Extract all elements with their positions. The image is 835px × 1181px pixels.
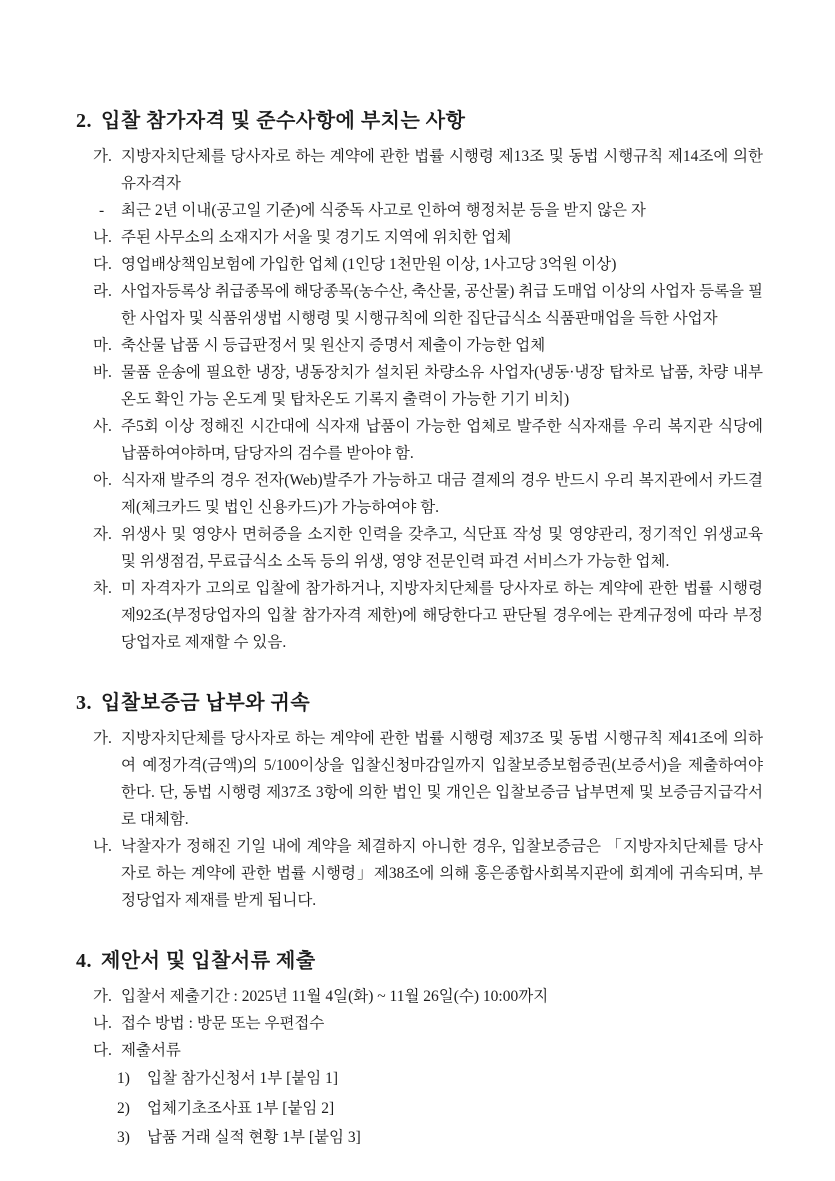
item-label: 나. <box>93 229 112 246</box>
list-item-dash <box>76 197 763 224</box>
item-label: 아. <box>93 472 112 489</box>
item-label: 마. <box>93 337 112 354</box>
section-bid-deposit <box>76 690 763 914</box>
item-text: 위생사 및 영양사 면허증을 소지한 인력을 갖추고, 식단표 작성 및 영양관리, 정기적인 위생교육 및 위생점검, 무료급식소 소독 등의 위생, 영양 전문인력 파견 서비스가 가능한 업체. <box>121 526 763 570</box>
item-text: 낙찰자가 정해진 기일 내에 계약을 체결하지 아니한 경우, 입찰보증금은 「지방자치단체를 당사자로 하는 계약에 관한 법률 시행령」제38조에 의해 홍은종합사회복지관에 회계에 귀속되며, 부정당업자 제재를 받게 됩니다. <box>121 838 763 909</box>
list-subitem <box>76 1123 763 1153</box>
item-label: 2) <box>117 1099 130 1117</box>
list-item <box>76 521 763 575</box>
item-label: 라. <box>93 283 112 300</box>
item-label: 가. <box>93 148 112 165</box>
item-text: 지방자치단체를 당사자로 하는 계약에 관한 법률 시행령 제13조 및 동법 시행규칙 제14조에 의한 유자격자 <box>121 148 763 192</box>
list-item <box>76 725 763 833</box>
list-item <box>76 467 763 521</box>
item-text: 제출서류 <box>121 1042 181 1059</box>
list-item <box>76 359 763 413</box>
list-item <box>76 1037 763 1064</box>
list-subitem <box>76 1064 763 1094</box>
item-text: 업체기초조사표 1부 [붙임 2] <box>147 1099 335 1117</box>
list-item <box>76 1010 763 1037</box>
item-label: 차. <box>93 580 112 597</box>
section-number: 4. <box>76 950 92 972</box>
list-item <box>76 413 763 467</box>
item-label: 3) <box>117 1129 130 1146</box>
item-text: 입찰 참가신청서 1부 [붙임 1] <box>147 1070 339 1087</box>
item-label: - <box>99 202 105 219</box>
item-text: 접수 방법 : 방문 또는 우편접수 <box>121 1015 325 1032</box>
item-text: 사업자등록상 취급종목에 해당종목(농수산, 축산물, 공산물) 취급 도매업 이상의 사업자 등록을 필한 사업자 및 식품위생법 시행령 및 시행규칙에 의한 집단급식소 식품판매업을 득한 사업자 <box>121 283 763 327</box>
section-title: 제안서 및 입찰서류 제출 <box>101 950 316 972</box>
item-text: 입찰서 제출기간 : 2025년 11월 4일(화) ~ 11월 26일(수) 10:00까지 <box>121 988 549 1005</box>
item-label: 다. <box>93 256 112 273</box>
item-text: 주5회 이상 정해진 시간대에 식자재 납품이 가능한 업체로 발주한 식자재를 우리 복지관 식당에 납품하여야하며, 담당자의 검수를 받아야 함. <box>121 418 763 462</box>
item-label: 다. <box>93 1042 112 1059</box>
item-text: 식자재 발주의 경우 전자(Web)발주가 가능하고 대금 결제의 경우 반드시 우리 복지관에서 카드결제(체크카드 및 법인 신용카드)가 가능하여야 함. <box>121 472 763 516</box>
list-item <box>76 833 763 914</box>
list-item <box>76 251 763 278</box>
section-heading <box>76 948 763 974</box>
section-number: 3. <box>76 692 92 714</box>
item-label: 가. <box>93 730 112 747</box>
list-item <box>76 575 763 656</box>
item-text: 주된 사무소의 소재지가 서울 및 경기도 지역에 위치한 업체 <box>121 229 512 246</box>
item-label: 1) <box>117 1070 130 1087</box>
list-item <box>76 143 763 197</box>
list-subitem <box>76 1094 763 1124</box>
section-bid-qualifications <box>76 108 763 656</box>
list-item <box>76 332 763 359</box>
item-label: 자. <box>93 526 112 543</box>
section-title: 입찰보증금 납부와 귀속 <box>101 692 311 714</box>
item-text: 지방자치단체를 당사자로 하는 계약에 관한 법률 시행령 제37조 및 동법 시행규칙 제41조에 의하여 예정가격(금액)의 5/100이상을 입찰신청마감일까지 입찰보증보험증권(보증서)을 제출하여야 한다. 단, 동법 시행령 제37조 3항에 의한 법인 및 개인은 입찰보증금 납부면제 및 보증금지급각서로 대체함. <box>121 730 763 828</box>
item-text: 미 자격자가 고의로 입찰에 참가하거나, 지방자치단체를 당사자로 하는 계약에 관한 법률 시행령 제92조(부정당업자의 입찰 참가자격 제한)에 해당한다고 판단될 경우에는 관계규정에 따라 부정당업자로 제재할 수 있음. <box>121 580 763 651</box>
item-label: 나. <box>93 838 112 855</box>
item-text: 물품 운송에 필요한 냉장, 냉동장치가 설치된 차량소유 사업자(냉동·냉장 탑차로 납품, 차량 내부 온도 확인 가능 온도계 및 탑차온도 기록지 출력이 가능한 기기 비치) <box>121 364 763 408</box>
section-proposal-submission <box>76 948 763 1153</box>
item-label: 사. <box>93 418 112 435</box>
item-label: 바. <box>93 364 112 381</box>
item-label: 나. <box>93 1015 112 1032</box>
list-item <box>76 278 763 332</box>
list-item <box>76 224 763 251</box>
section-number: 2. <box>76 110 92 132</box>
list-item <box>76 983 763 1010</box>
item-text: 납품 거래 실적 현황 1부 [붙임 3] <box>147 1129 361 1146</box>
item-text: 최근 2년 이내(공고일 기준)에 식중독 사고로 인하여 행정처분 등을 받지 않은 자 <box>121 202 646 219</box>
section-title: 입찰 참가자격 및 준수사항에 부치는 사항 <box>101 110 466 132</box>
section-heading <box>76 108 763 134</box>
section-heading <box>76 690 763 716</box>
item-text: 축산물 납품 시 등급판정서 및 원산지 증명서 제출이 가능한 업체 <box>121 337 546 354</box>
item-text: 영업배상책임보험에 가입한 업체 (1인당 1천만원 이상, 1사고당 3억원 이상) <box>121 256 617 273</box>
item-label: 가. <box>93 988 112 1005</box>
